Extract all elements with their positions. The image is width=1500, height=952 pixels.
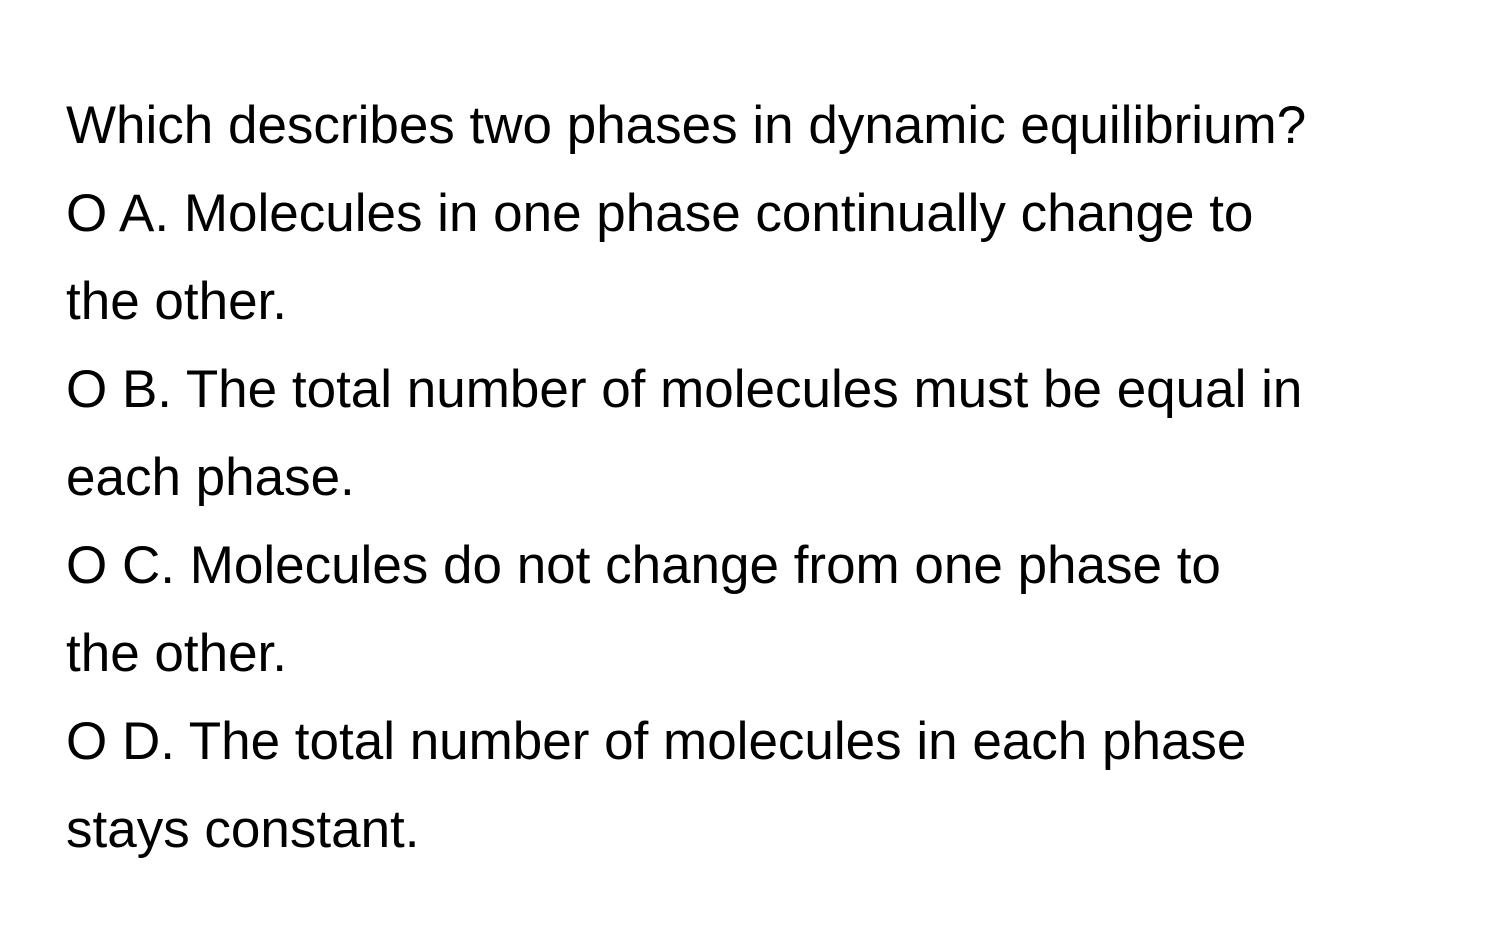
option-a-line-2: the other. xyxy=(66,272,288,331)
option-a-text: Molecules in one phase continually change to xyxy=(183,184,1254,243)
option-b-line-1 xyxy=(66,346,1466,434)
option-d-line-2: stays constant. xyxy=(66,800,420,859)
question-document xyxy=(66,82,1466,874)
question-text: Which describes two phases in dynamic equilibrium? xyxy=(66,96,1307,155)
option-a[interactable] xyxy=(66,170,1466,346)
option-c-line-1 xyxy=(66,522,1466,610)
option-d-text: The total number of molecules in each phase xyxy=(188,712,1247,771)
option-b-line-2: each phase. xyxy=(66,448,355,507)
option-c[interactable] xyxy=(66,522,1466,698)
option-b[interactable] xyxy=(66,346,1466,522)
option-d[interactable] xyxy=(66,698,1466,874)
option-d-line-1 xyxy=(66,698,1466,786)
option-d-label: O D. xyxy=(66,712,175,771)
option-b-text: The total number of molecules must be equal in xyxy=(185,360,1303,419)
option-a-label: O A. xyxy=(66,184,170,243)
option-b-label: O B. xyxy=(66,360,173,419)
option-c-text: Molecules do not change from one phase to xyxy=(189,536,1221,595)
option-c-label: O C. xyxy=(66,536,175,595)
option-c-line-2: the other. xyxy=(66,624,288,683)
option-a-line-1 xyxy=(66,170,1466,258)
